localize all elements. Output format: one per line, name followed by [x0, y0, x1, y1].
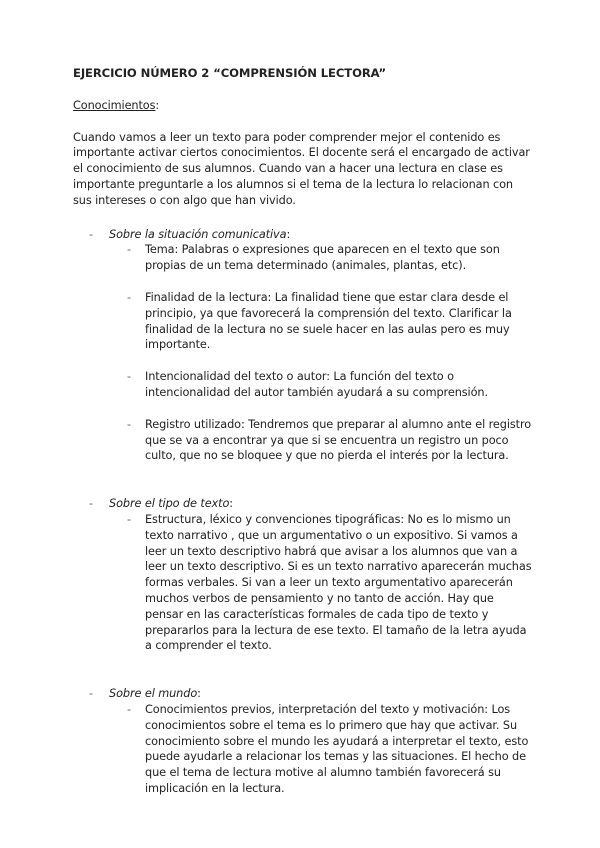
document-title: EJERCICIO NÚMERO 2 “COMPRENSIÓN LECTORA” [73, 66, 386, 80]
topic-label: Sobre el tipo de texto [109, 497, 230, 511]
list-item [73, 702, 533, 797]
bullet-dash: - [127, 370, 131, 384]
intro-paragraph: Cuando vamos a leer un texto para poder comprender mejor el contenido es importante activar ciertos conocimientos. El docente será el encargado de activar el conocimiento de sus alumnos. Cuando van a hacer una lectura en clase es importante preguntarle a los alumnos si el tema de la lectura lo relacionan con sus intereses o con algo que han vivido. [73, 130, 530, 207]
section-heading-line [73, 98, 533, 114]
list-item-text: Estructura, léxico y convenciones tipográficas: No es lo mismo un texto narrativo , que un argumentativo o un expositivo. Si vamos a leer un texto descriptivo habrá que avisar a los alumnos que van a leer un texto descriptivo. Si es un texto narrativo aparecerán muchas formas verbales. Si van a leer un texto argumentativo aparecerán muchos verbos de pensamiento y no tanto de acción. Hay que pensar en las características formales de cada tipo de texto y prepararlos para la lectura de ese texto. El tamaño de la letra ayuda a comprender el texto. [145, 512, 532, 653]
list-item [73, 369, 533, 401]
topic-label: Sobre el mundo [109, 687, 198, 701]
topic-communicative-situation [73, 227, 533, 243]
list-item [73, 242, 533, 274]
bullet-dash: - [127, 290, 131, 304]
topic-text-type [73, 496, 533, 512]
list-item-text: Registro utilizado: Tendremos que preparar al alumno ante el registro que se va a encontrar ya que si se encuentra un registro un poco culto, que no se bloquee y que no pierda el interés por la lectura. [145, 417, 532, 463]
list-item [73, 512, 533, 654]
bullet-dash: - [89, 227, 93, 241]
list-item [73, 417, 533, 464]
list-item [73, 290, 533, 353]
list-item-text: Finalidad de la lectura: La finalidad tiene que estar clara desde el principio, ya que favorecerá la comprensión del texto. Clarificar la finalidad de la lectura no se suele hacer en las aulas pero es muy importante. [145, 290, 512, 352]
bullet-dash: - [127, 243, 131, 257]
topic-colon: : [197, 687, 201, 701]
list-item-text: Intencionalidad del texto o autor: La función del texto o intencionalidad del autor también ayudará a su comprensión. [145, 370, 488, 399]
list-item-text: Conocimientos previos, interpretación del texto y motivación: Los conocimientos sobre el tema es lo primero que hay que activar. Su conocimiento sobre el mundo les ayudará a interpretar el texto, esto puede ayudarle a relacionar los temas y las situaciones. El hecho de que el tema de lectura motive al alumno también favorecerá su implicación en la lectura. [145, 702, 529, 795]
section-heading: Conocimientos [73, 98, 156, 112]
bullet-dash: - [127, 512, 131, 526]
list-item-text: Tema: Palabras o expresiones que aparecen en el texto que son propias de un tema determinado (animales, plantas, etc). [145, 243, 500, 273]
bullet-dash: - [89, 687, 93, 701]
document-page [73, 66, 533, 797]
section-heading-colon: : [155, 98, 160, 112]
topic-colon: : [286, 227, 291, 241]
topic-label: Sobre la situación comunicativa [109, 227, 287, 241]
topic-world [73, 686, 533, 702]
bullet-dash: - [89, 497, 93, 511]
bullet-dash: - [127, 702, 131, 716]
bullet-dash: - [127, 417, 131, 431]
topic-colon: : [229, 497, 233, 511]
